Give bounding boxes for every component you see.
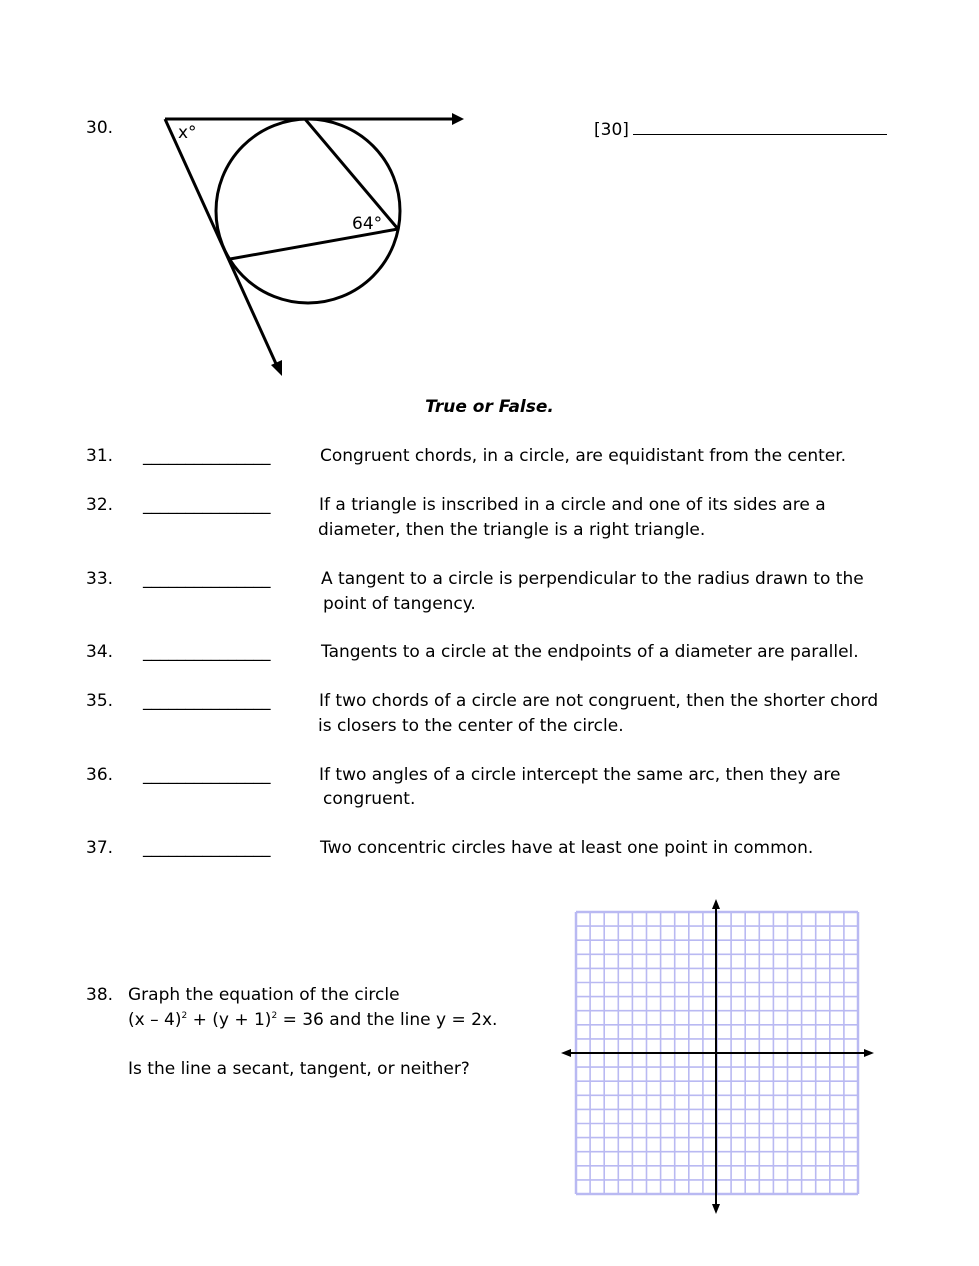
item-37-answer-blank[interactable]: _______________ <box>143 838 271 858</box>
item-31-answer-blank[interactable]: _______________ <box>143 446 271 466</box>
item-37-number: 37. <box>86 838 114 858</box>
circle <box>216 119 400 303</box>
item-32-statement: If a triangle is inscribed in a circle and one of its sides are a <box>319 495 826 515</box>
item-36-number: 36. <box>86 765 114 785</box>
y-axis-arrow-up <box>712 899 720 909</box>
answer-30-label: [30] <box>594 120 629 140</box>
x-axis-arrow-left <box>561 1049 571 1057</box>
item-35-statement: If two chords of a circle are not congruent, then the shorter chord <box>319 691 879 711</box>
chord-top <box>305 119 398 229</box>
secant-ray-diagonal <box>165 119 277 366</box>
item-34-statement: Tangents to a circle at the endpoints of a diameter are parallel. <box>321 642 859 662</box>
item-32-answer-blank[interactable]: _______________ <box>143 495 271 515</box>
item-31-number: 31. <box>86 446 114 466</box>
eq-part-2: + (y + 1) <box>187 1010 272 1030</box>
y-axis-arrow-down <box>712 1204 720 1214</box>
problem-38-instruction: Graph the equation of the circle <box>128 985 400 1005</box>
angle-64-label: 64° <box>352 214 383 234</box>
problem-38-equation <box>128 1012 497 1029</box>
eq-exponent-2: 2 <box>271 1011 278 1021</box>
circle-tangent-figure <box>165 113 464 376</box>
item-31-statement: Congruent chords, in a circle, are equidistant from the center. <box>320 446 847 466</box>
item-33-statement-cont: point of tangency. <box>323 594 476 614</box>
problem-30-number: 30. <box>86 118 114 138</box>
item-36-statement-cont: congruent. <box>323 789 416 809</box>
answer-30-blank[interactable] <box>633 120 887 135</box>
item-37-statement: Two concentric circles have at least one point in common. <box>320 838 814 858</box>
x-axis-arrow-right <box>864 1049 874 1057</box>
problem-38-question: Is the line a secant, tangent, or neither? <box>128 1059 470 1079</box>
item-35-answer-blank[interactable]: _______________ <box>143 691 271 711</box>
angle-x-label: x° <box>178 123 197 143</box>
true-false-heading: True or False. <box>425 397 554 417</box>
eq-part-1: (x – 4) <box>128 1010 182 1030</box>
item-36-statement: If two angles of a circle intercept the same arc, then they are <box>319 765 841 785</box>
problem-38-number: 38. <box>86 985 114 1005</box>
item-33-statement: A tangent to a circle is perpendicular to the radius drawn to the <box>321 569 864 589</box>
arrowhead-right <box>452 113 464 125</box>
item-35-statement-cont: is closers to the center of the circle. <box>318 716 624 736</box>
item-36-answer-blank[interactable]: _______________ <box>143 765 271 785</box>
item-34-number: 34. <box>86 642 114 662</box>
item-33-number: 33. <box>86 569 114 589</box>
item-35-number: 35. <box>86 691 114 711</box>
eq-exponent-1: 2 <box>181 1011 188 1021</box>
item-33-answer-blank[interactable]: _______________ <box>143 569 271 589</box>
item-32-number: 32. <box>86 495 114 515</box>
item-34-answer-blank[interactable]: _______________ <box>143 642 271 662</box>
answer-30 <box>594 120 887 139</box>
item-32-statement-cont: diameter, then the triangle is a right triangle. <box>318 520 706 540</box>
eq-part-3: = 36 and the line y = 2x. <box>277 1010 498 1030</box>
